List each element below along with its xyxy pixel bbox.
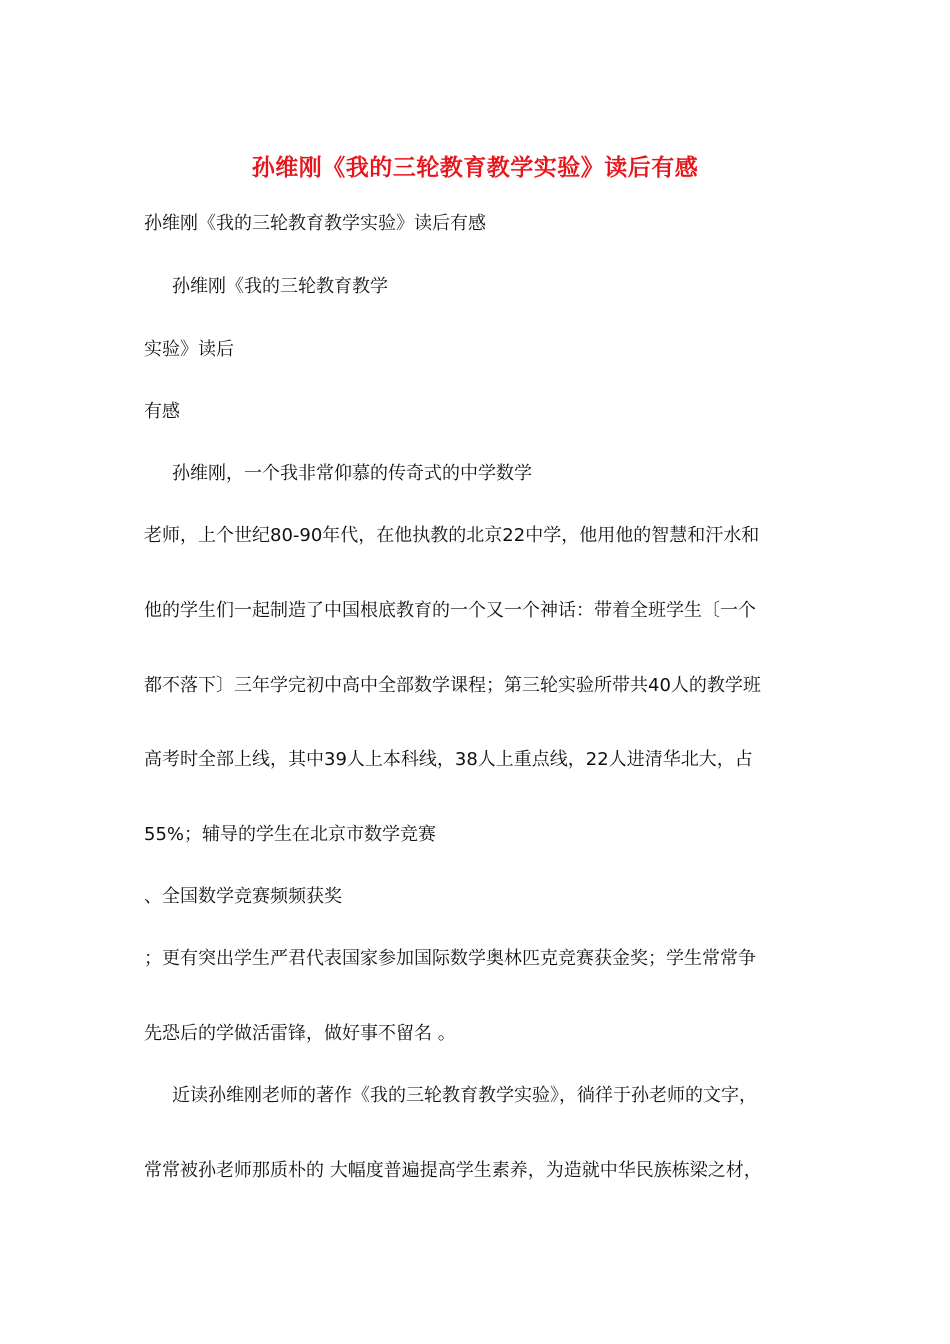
paragraph-line: 实验》读后 <box>144 339 234 360</box>
paragraph-line: 孙维刚，一个我非常仰慕的传奇式的中学数学 <box>172 463 532 484</box>
paragraph-line: 先恐后的学做活雷锋，做好事不留名 。 <box>144 1023 456 1044</box>
paragraph-line: 近读孙维刚老师的著作《我的三轮教育教学实验》，徜徉于孙老师的文字， <box>172 1085 757 1106</box>
subtitle-line: 孙维刚《我的三轮教育教学实验》读后有感 <box>144 213 486 234</box>
paragraph-line: 、全国数学竞赛频频获奖 <box>144 886 342 907</box>
document-title: 孙维刚《我的三轮教育教学实验》读后有感 <box>251 155 699 181</box>
paragraph-line: 常常被孙老师那质朴的 大幅度普遍提高学生素养，为造就中华民族栋梁之材， <box>144 1160 762 1181</box>
paragraph-line: 55%；辅导的学生在北京市数学竞赛 <box>144 824 437 845</box>
paragraph-line: 老师，上个世纪80-90年代，在他执教的北京22中学，他用他的智慧和汗水和 <box>144 525 760 546</box>
paragraph-line: 高考时全部上线，其中39人上本科线，38人上重点线，22人进清华北大，占 <box>144 749 753 770</box>
paragraph-line: 孙维刚《我的三轮教育教学 <box>172 276 388 297</box>
paragraph-line: 有感 <box>144 401 180 422</box>
paragraph-line: 都不落下〕三年学完初中高中全部数学课程；第三轮实验所带共40人的教学班 <box>144 675 761 696</box>
paragraph-line: 他的学生们一起制造了中国根底教育的一个又一个神话：带着全班学生〔一个 <box>144 600 756 621</box>
paragraph-line: ；更有突出学生严君代表国家参加国际数学奥林匹克竞赛获金奖；学生常常争 <box>144 948 756 969</box>
